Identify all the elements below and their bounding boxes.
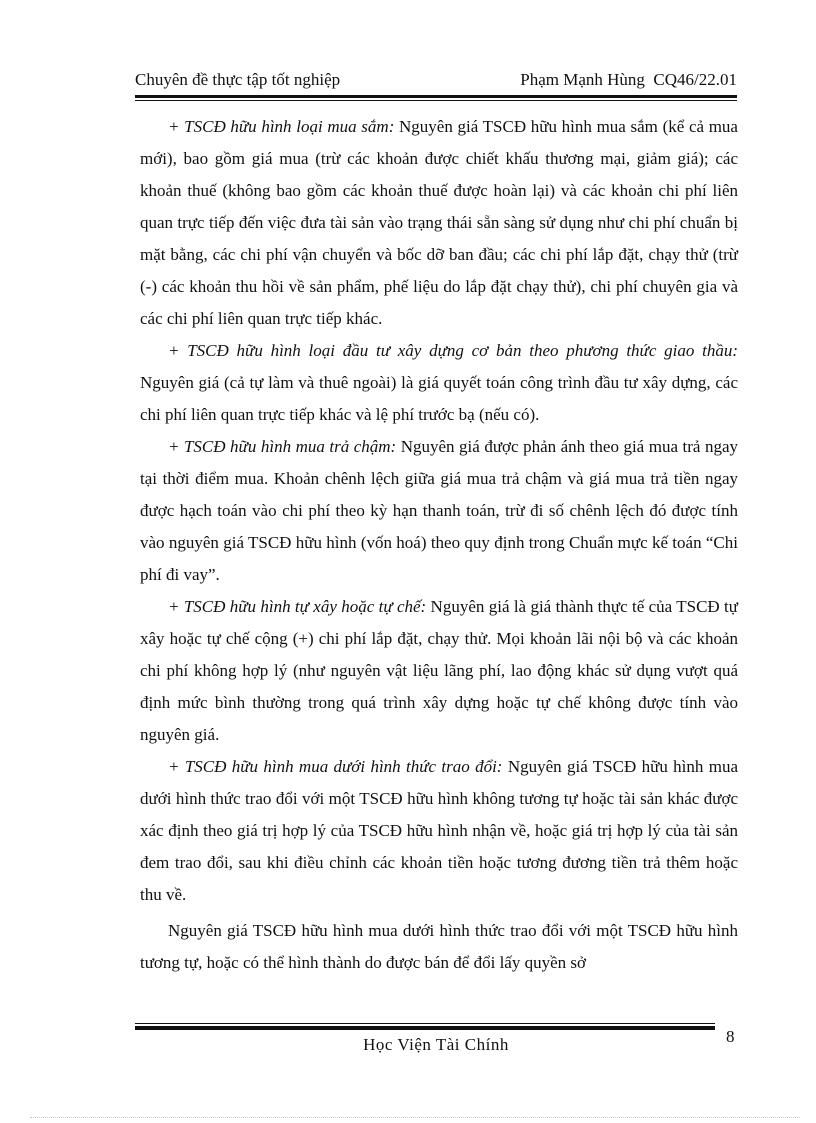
header-title: Chuyên đề thực tập tốt nghiệp [135, 70, 341, 89]
footer-rule-thin [135, 1023, 715, 1024]
header-rule-thin [135, 100, 737, 101]
paragraph [140, 431, 738, 591]
paragraph-lead: + TSCĐ hữu hình mua trả chậm: [168, 437, 397, 456]
paragraph-text: Nguyên giá TSCĐ hữu hình mua dưới hình thức trao đổi với một TSCĐ hữu hình không tương tự hoặc tài sản khác được xác định theo giá trị hợp lý của TSCĐ hữu hình nhận về, hoặc giá trị hợp lý của tài sản đem trao đổi, sau khi điều chỉnh các khoản tiền hoặc tương đương tiền trả thêm hoặc thu về. [140, 757, 738, 904]
document-body [140, 111, 738, 979]
paragraph-lead: + TSCĐ hữu hình tự xây hoặc tự chế: [168, 597, 427, 616]
footer-rule-thick [135, 1026, 715, 1030]
paragraph-text: Nguyên giá được phản ánh theo giá mua trả ngay tại thời điểm mua. Khoản chênh lệch giữa giá mua trả chậm và giá mua trả tiền ngay được hạch toán vào chi phí theo kỳ hạn thanh toán, trừ đi số chênh lệch đó được tính vào nguyên giá TSCĐ hữu hình (vốn hoá) theo quy định trong Chuẩn mực kế toán “Chi phí đi vay”. [140, 437, 739, 584]
paragraph [140, 111, 738, 335]
paragraph-lead: + TSCĐ hữu hình loại mua sắm: [168, 117, 395, 136]
header-rule-thick [135, 95, 737, 98]
header-author: Phạm Mạnh Hùng CQ46/22.01 [520, 70, 737, 89]
footer-institution: Học Viện Tài Chính [363, 1035, 509, 1054]
paragraph [140, 751, 738, 911]
paragraph-lead: + TSCĐ hữu hình mua dưới hình thức trao đổi: [168, 757, 503, 776]
paragraph [140, 335, 738, 431]
paragraph-text: Nguyên giá (cả tự làm và thuê ngoài) là giá quyết toán công trình đầu tư xây dựng, các chi phí liên quan trực tiếp khác và lệ phí trước bạ (nếu có). [140, 373, 738, 424]
paragraph [140, 591, 738, 751]
page-edge-divider [30, 1117, 800, 1118]
paragraph-text: Nguyên giá là giá thành thực tế của TSCĐ tự xây hoặc tự chế cộng (+) chi phí lắp đặt, chạy thử. Mọi khoản lãi nội bộ và các khoản chi phí không hợp lý (như nguyên vật liệu lãng phí, lao động khác sử dụng vượt quá định mức bình thường trong quá trình xây dựng hoặc tự chế không được tính vào nguyên giá. [140, 597, 738, 744]
paragraph [140, 915, 738, 979]
paragraph-lead: + TSCĐ hữu hình loại đầu tư xây dựng cơ bản theo phương thức giao thầu: [168, 341, 738, 360]
paragraph-text: Nguyên giá TSCĐ hữu hình mua dưới hình thức trao đổi với một TSCĐ hữu hình tương tự, hoặc có thể hình thành do được bán để đổi lấy quyền sở [140, 921, 738, 972]
page-number: 8 [726, 1027, 735, 1046]
paragraph-text: Nguyên giá TSCĐ hữu hình mua sắm (kể cả mua mới), bao gồm giá mua (trừ các khoản được chiết khấu thương mại, giảm giá); các khoản thuế (không bao gồm các khoản thuế được hoàn lại) và các khoản chi phí liên quan trực tiếp đến việc đưa tài sản vào trạng thái sẵn sàng sử dụng như chi phí chuẩn bị mặt bằng, các chi phí vận chuyển và bốc dỡ ban đầu; các chi phí lắp đặt, chạy thử (trừ (-) các khoản thu hồi về sản phẩm, phế liệu do lắp đặt chạy thử), chi phí chuyên gia và các chi phí liên quan trực tiếp khác. [140, 117, 738, 328]
page-footer [135, 1033, 737, 1057]
page-header [135, 68, 737, 92]
